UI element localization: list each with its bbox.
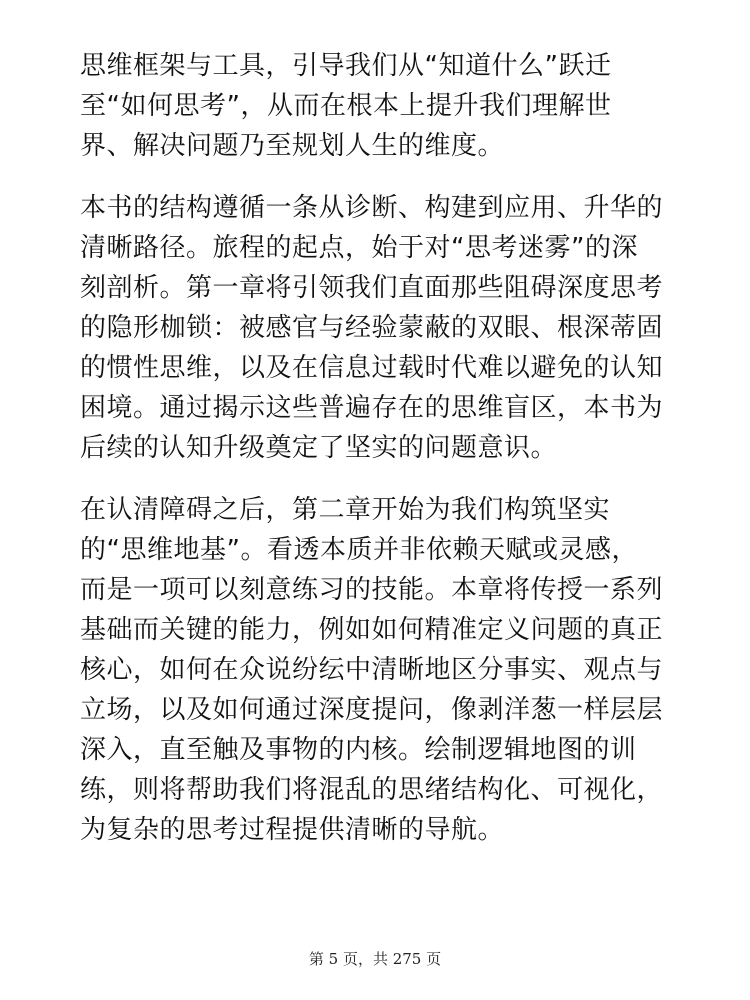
text-line: 刻剖析。第一章将引领我们直面那些阻碍深度思考 (80, 273, 664, 303)
text-line: 深入，直至触及事物的内核。绘制逻辑地图的训 (80, 735, 637, 765)
text-line: 的惯性思维，以及在信息过载时代难以避免的认知 (80, 353, 664, 383)
text-line: 基础而关键的能力，例如如何精准定义问题的真正 (80, 615, 664, 645)
text-line: 思维框架与工具，引导我们从“知道什么”跃迁 (80, 51, 612, 81)
paragraph-2 (80, 188, 680, 468)
text-line: 而是一项可以刻意练习的技能。本章将传授一系列 (80, 575, 664, 605)
document-body (80, 46, 680, 872)
text-line: 至“如何思考”，从而在根本上提升我们理解世 (80, 91, 612, 121)
text-line: 为复杂的思考过程提供清晰的导航。 (80, 815, 505, 845)
text-line: 练，则将帮助我们将混乱的思绪结构化、可视化， (80, 775, 664, 805)
text-line: 界、解决问题乃至规划人生的维度。 (80, 131, 505, 161)
text-line: 在认清障碍之后，第二章开始为我们构筑坚实 (80, 495, 611, 525)
text-line: 清晰路径。旅程的起点，始于对“思考迷雾”的深 (80, 233, 638, 263)
text-line: 核心，如何在众说纷纭中清晰地区分事实、观点与 (80, 655, 664, 685)
paragraph-1 (80, 46, 680, 166)
text-line: 困境。通过揭示这些普遍存在的思维盲区，本书为 (80, 393, 664, 423)
text-line: 立场，以及如何通过深度提问，像剥洋葱一样层层 (80, 695, 664, 725)
text-line: 的隐形枷锁：被感官与经验蒙蔽的双眼、根深蒂固 (80, 313, 664, 343)
text-line: 后续的认知升级奠定了坚实的问题意识。 (80, 433, 558, 463)
paragraph-3 (80, 490, 680, 850)
page-number-footer: 第 5 页，共 275 页 (308, 950, 442, 968)
text-line: 本书的结构遵循一条从诊断、构建到应用、升华的 (80, 193, 664, 223)
text-line: 的“思维地基”。看透本质并非依赖天赋或灵感， (80, 535, 638, 565)
